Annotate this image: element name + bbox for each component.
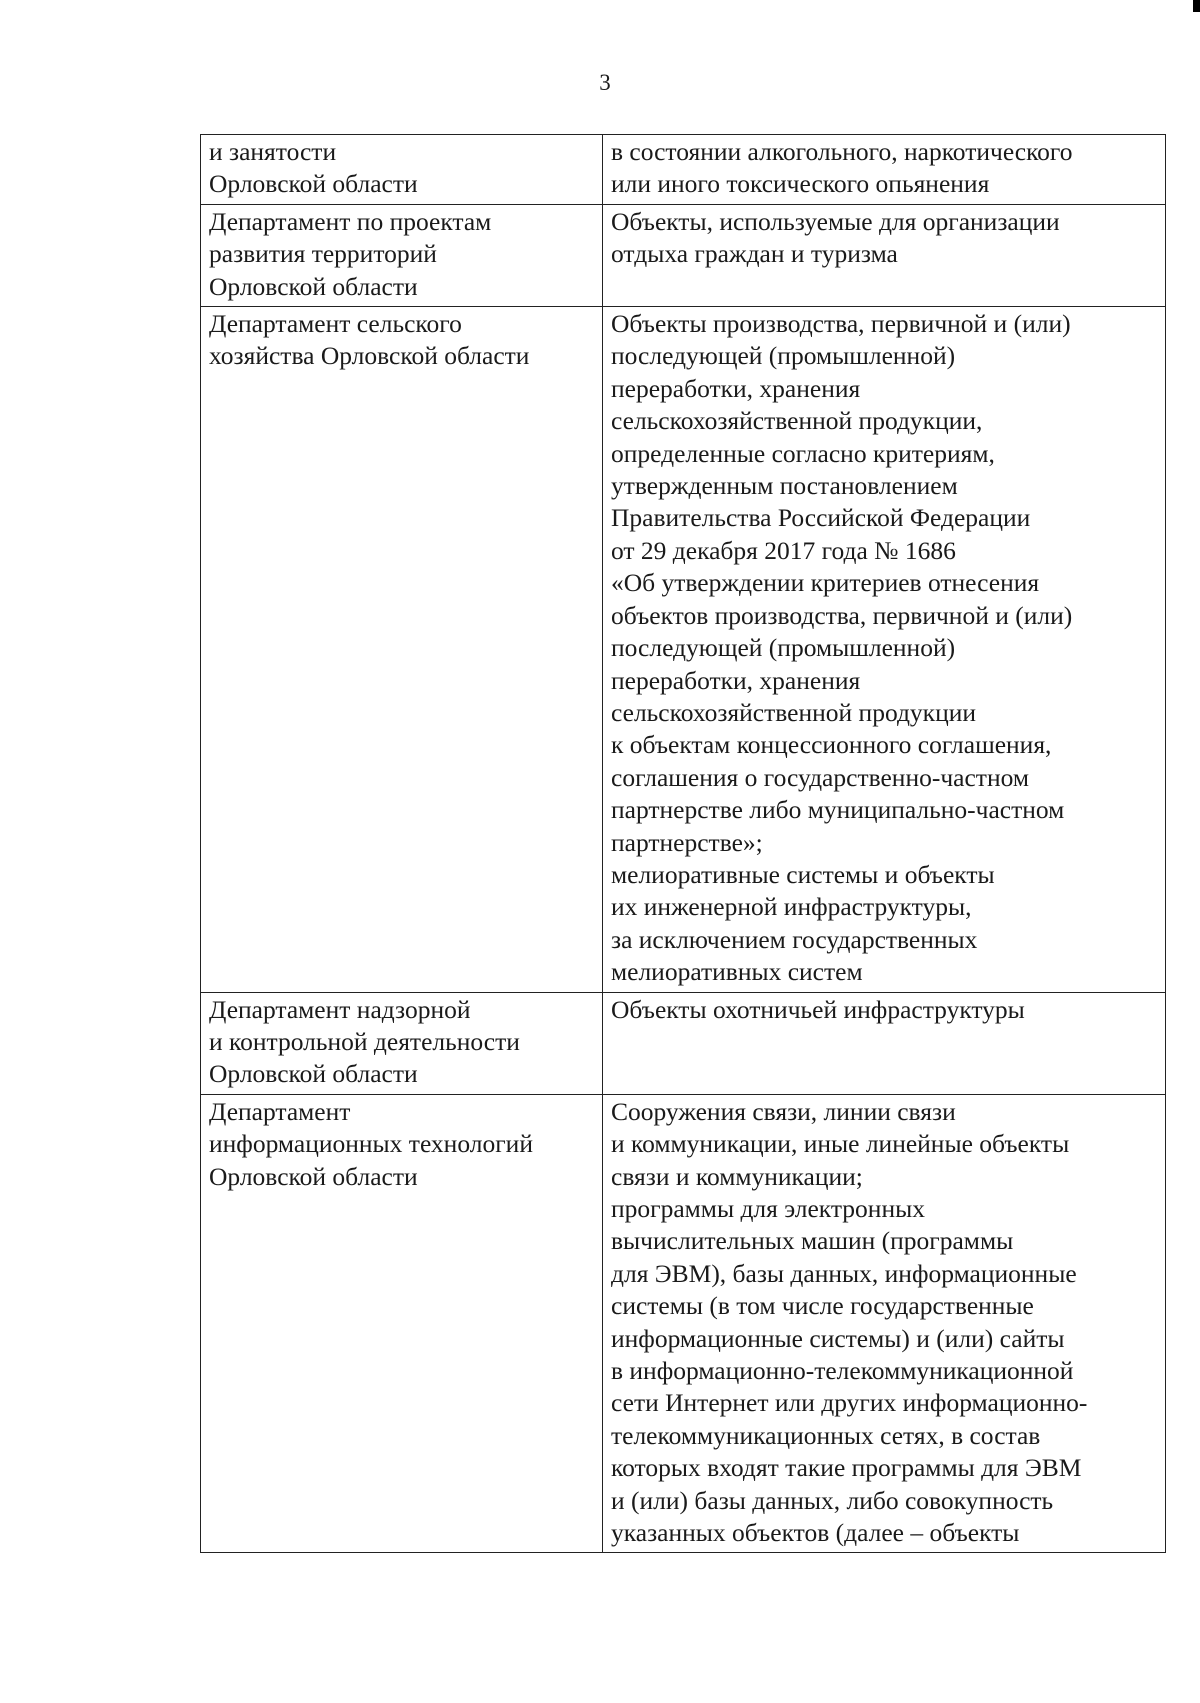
objects-description-line: партнерстве»; xyxy=(611,827,763,857)
objects-description-line: Объекты охотничьей инфраструктуры xyxy=(611,994,1025,1024)
objects-description-line: сети Интернет или других информационно- xyxy=(611,1388,1088,1418)
objects-description-line: и коммуникации, иные линейные объекты xyxy=(611,1129,1070,1159)
table-row xyxy=(201,135,1166,205)
department-name-line: Орловской области xyxy=(209,1059,418,1089)
department-cell xyxy=(201,204,603,306)
objects-cell xyxy=(603,135,1166,205)
objects-description-line: мелиоративные системы и объекты xyxy=(611,859,995,889)
table-row xyxy=(201,307,1166,993)
objects-description-line: сельскохозяйственной продукции xyxy=(611,697,977,727)
objects-cell xyxy=(603,307,1166,993)
department-cell xyxy=(201,135,603,205)
table-row xyxy=(201,1094,1166,1553)
objects-description-line: утвержденным постановлением xyxy=(611,471,958,501)
objects-description-line: последующей (промышленной) xyxy=(611,341,956,371)
table-row xyxy=(201,204,1166,306)
table-row xyxy=(201,992,1166,1094)
department-cell xyxy=(201,992,603,1094)
objects-description-line: связи и коммуникации; xyxy=(611,1161,863,1191)
department-name-line: Департамент сельского xyxy=(209,309,462,339)
objects-description-line: телекоммуникационных сетях, в состав xyxy=(611,1420,1041,1450)
objects-cell xyxy=(603,1094,1166,1553)
authorities-table xyxy=(200,134,1166,1553)
department-name-line: хозяйства Орловской области xyxy=(209,341,530,371)
department-name-line: Департамент по проектам xyxy=(209,206,492,236)
department-name-line: и занятости xyxy=(209,137,337,166)
objects-description-line: в состоянии алкогольного, наркотического xyxy=(611,137,1073,166)
scan-edge-mark xyxy=(1193,0,1200,12)
objects-description-line: Сооружения связи, линии связи xyxy=(611,1096,956,1126)
objects-description-line: «Об утверждении критериев отнесения xyxy=(611,568,1040,598)
department-name-line: Орловской области xyxy=(209,1161,418,1191)
objects-description-line: отдыха граждан и туризма xyxy=(611,239,898,269)
department-cell xyxy=(201,307,603,993)
objects-description-line: последующей (промышленной) xyxy=(611,633,956,663)
objects-description-line: соглашения о государственно-частном xyxy=(611,762,1029,792)
objects-description-line: переработки, хранения xyxy=(611,665,861,695)
department-name-line: информационных технологий xyxy=(209,1129,533,1159)
objects-description-line: указанных объектов (далее – объекты xyxy=(611,1518,1020,1548)
department-cell xyxy=(201,1094,603,1553)
objects-description-line: от 29 декабря 2017 года № 1686 xyxy=(611,535,956,565)
objects-description-line: или иного токсического опьянения xyxy=(611,169,990,199)
objects-description-line: переработки, хранения xyxy=(611,373,861,403)
table-body xyxy=(201,135,1166,1553)
objects-description-line: для ЭВМ), базы данных, информационные xyxy=(611,1258,1077,1288)
objects-description-line: сельскохозяйственной продукции, xyxy=(611,406,983,436)
objects-description-line: которых входят такие программы для ЭВМ xyxy=(611,1453,1082,1483)
objects-description-line: их инженерной инфраструктуры, xyxy=(611,892,972,922)
department-name-line: Департамент надзорной xyxy=(209,994,471,1024)
objects-description-line: системы (в том числе государственные xyxy=(611,1291,1034,1321)
objects-description-line: и (или) базы данных, либо совокупность xyxy=(611,1485,1054,1515)
department-name-line: Департамент xyxy=(209,1096,351,1126)
objects-description-line: объектов производства, первичной и (или) xyxy=(611,600,1073,630)
objects-description-line: за исключением государственных xyxy=(611,924,978,954)
objects-cell xyxy=(603,992,1166,1094)
objects-description-line: в информационно-телекоммуникационной xyxy=(611,1356,1074,1386)
objects-description-line: определенные согласно критериям, xyxy=(611,438,995,468)
objects-description-line: к объектам концессионного соглашения, xyxy=(611,730,1052,760)
objects-description-line: информационные системы) и (или) сайты xyxy=(611,1323,1065,1353)
department-name-line: и контрольной деятельности xyxy=(209,1026,520,1056)
objects-description-line: мелиоративных систем xyxy=(611,957,863,987)
objects-cell xyxy=(603,204,1166,306)
objects-description-line: партнерстве либо муниципально-частном xyxy=(611,795,1065,825)
objects-description-line: Объекты, используемые для организации xyxy=(611,206,1060,236)
objects-description-line: Объекты производства, первичной и (или) xyxy=(611,309,1071,339)
objects-description-line: Правительства Российской Федерации xyxy=(611,503,1031,533)
department-name-line: Орловской области xyxy=(209,271,418,301)
department-name-line: Орловской области xyxy=(209,169,418,199)
objects-description-line: программы для электронных xyxy=(611,1194,925,1223)
objects-description-line: вычислительных машин (программы xyxy=(611,1226,1014,1256)
page-number: 3 xyxy=(599,70,611,95)
department-name-line: развития территорий xyxy=(209,239,437,269)
